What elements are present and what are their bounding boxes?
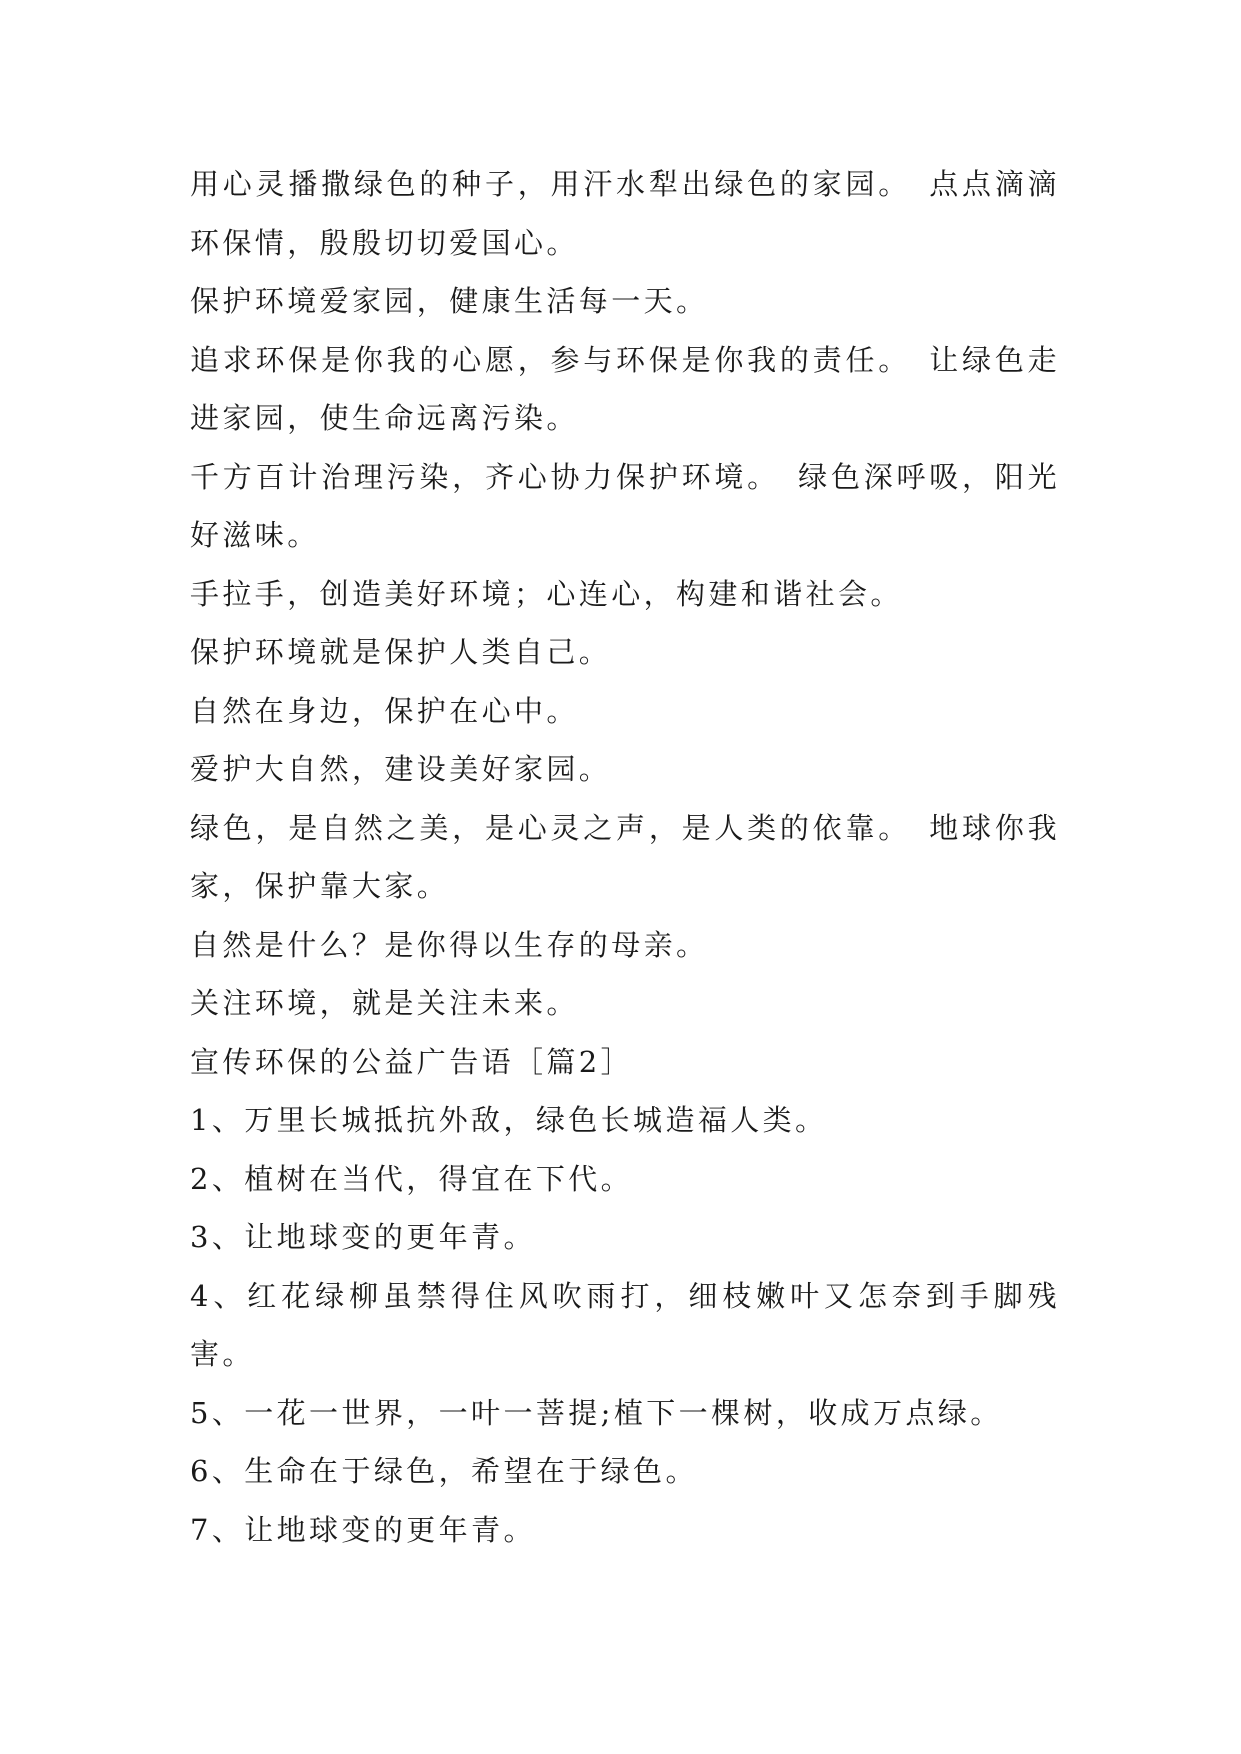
section-heading: 宣传环保的公益广告语［篇2］ bbox=[190, 1044, 634, 1079]
paragraph: 自然是什么？是你得以生存的母亲。 bbox=[190, 927, 709, 962]
list-item: 7、让地球变的更年青。 bbox=[190, 1512, 536, 1547]
document-body bbox=[190, 155, 1060, 1559]
paragraph: 爱护大自然，建设美好家园。 bbox=[190, 752, 612, 786]
paragraph: 追求环保是你我的心愿，参与环保是你我的责任。 让绿色走进家园，使生命远离污染。 bbox=[190, 342, 1060, 435]
paragraph: 手拉手，创造美好环境；心连心，构建和谐社会。 bbox=[190, 576, 903, 611]
paragraph: 千方百计治理污染，齐心协力保护环境。 绿色深呼吸，阳光好滋味。 bbox=[190, 459, 1060, 552]
list-item: 1、万里长城抵抗外敌，绿色长城造福人类。 bbox=[190, 1103, 828, 1137]
list-item: 5、一花一世界，一叶一菩提;植下一棵树，收成万点绿。 bbox=[190, 1395, 1003, 1430]
list-item: 3、让地球变的更年青。 bbox=[190, 1220, 536, 1254]
paragraph: 自然在身边，保护在心中。 bbox=[190, 693, 579, 728]
paragraph: 保护环境就是保护人类自己。 bbox=[190, 635, 612, 669]
paragraph: 绿色，是自然之美，是心灵之声，是人类的依靠。 地球你我家，保护靠大家。 bbox=[190, 810, 1060, 903]
list-item: 4、红花绿柳虽禁得住风吹雨打，细枝嫩叶又怎奈到手脚残害。 bbox=[190, 1278, 1060, 1371]
paragraph: 用心灵播撒绿色的种子，用汗水犁出绿色的家园。 点点滴滴环保情，殷殷切切爱国心。 bbox=[190, 167, 1060, 260]
list-item: 6、生命在于绿色，希望在于绿色。 bbox=[190, 1454, 698, 1488]
paragraph: 关注环境，就是关注未来。 bbox=[190, 986, 579, 1020]
paragraph: 保护环境爱家园，健康生活每一天。 bbox=[190, 284, 709, 318]
list-item: 2、植树在当代，得宜在下代。 bbox=[190, 1161, 634, 1196]
